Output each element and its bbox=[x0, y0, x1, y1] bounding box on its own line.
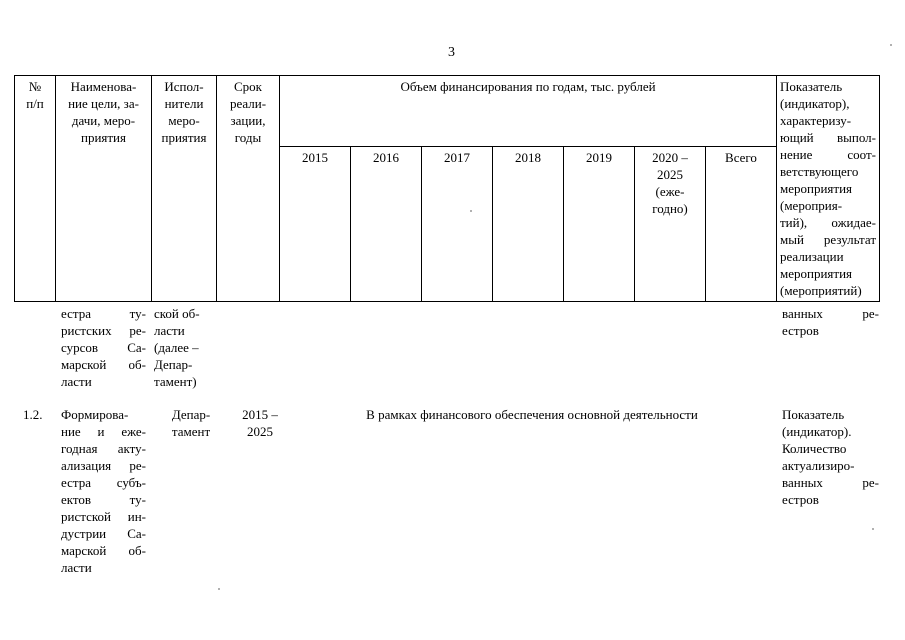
header-col-number: № п/п bbox=[15, 76, 56, 302]
row-1-2-name: Формирова- ние и еже- годная акту- ализация ре- естра субъ- ектов ту- ристской ин- дустрии Са- марской об- ласти bbox=[61, 407, 146, 575]
header-year-2019: 2019 bbox=[564, 147, 635, 302]
header-year-2016: 2016 bbox=[351, 147, 422, 302]
scan-speck bbox=[218, 588, 220, 590]
continuation-indicator: ванных ре- естров bbox=[782, 306, 879, 338]
header-year-2015: 2015 bbox=[280, 147, 351, 302]
scan-speck bbox=[470, 210, 472, 212]
row-1-2-indicator: Показатель (индикатор). Количество актуализиро- ванных ре- естров bbox=[782, 407, 879, 507]
financing-table-header bbox=[14, 75, 880, 302]
header-col-term: Срок реали- зации, годы bbox=[217, 76, 280, 302]
row-1-2-executor: Депар- тамент bbox=[171, 407, 211, 439]
scan-speck bbox=[872, 528, 874, 530]
header-year-2018: 2018 bbox=[493, 147, 564, 302]
header-financing-title: Объем финансирования по годам, тыс. рублей bbox=[280, 76, 777, 147]
header-year-range: 2020 – 2025 (еже- годно) bbox=[635, 147, 706, 302]
header-col-indicator: Показатель (индикатор), характеризу- ющий выпол- нение соот- ветствующего мероприятия (мероприя- тий), ожидае- мый результат реализации мероприятия (мероприятий) bbox=[777, 76, 880, 302]
page-number: 3 bbox=[448, 45, 455, 60]
header-year-2017: 2017 bbox=[422, 147, 493, 302]
continuation-name: естра ту- ристских ре- сурсов Са- марской об- ласти bbox=[61, 306, 146, 389]
row-1-2-term: 2015 – 2025 bbox=[242, 407, 278, 439]
header-total: Всего bbox=[706, 147, 777, 302]
continuation-executor: ской об- ласти (далее – Депар- тамент) bbox=[154, 306, 200, 389]
header-col-executor: Испол- нители меро- приятия bbox=[152, 76, 217, 302]
header-col-name: Наименова- ние цели, за- дачи, меро- приятия bbox=[56, 76, 152, 302]
row-1-2-financing: В рамках финансового обеспечения основной деятельности bbox=[366, 407, 698, 422]
scan-speck bbox=[890, 44, 892, 46]
row-1-2-number: 1.2. bbox=[23, 407, 43, 422]
